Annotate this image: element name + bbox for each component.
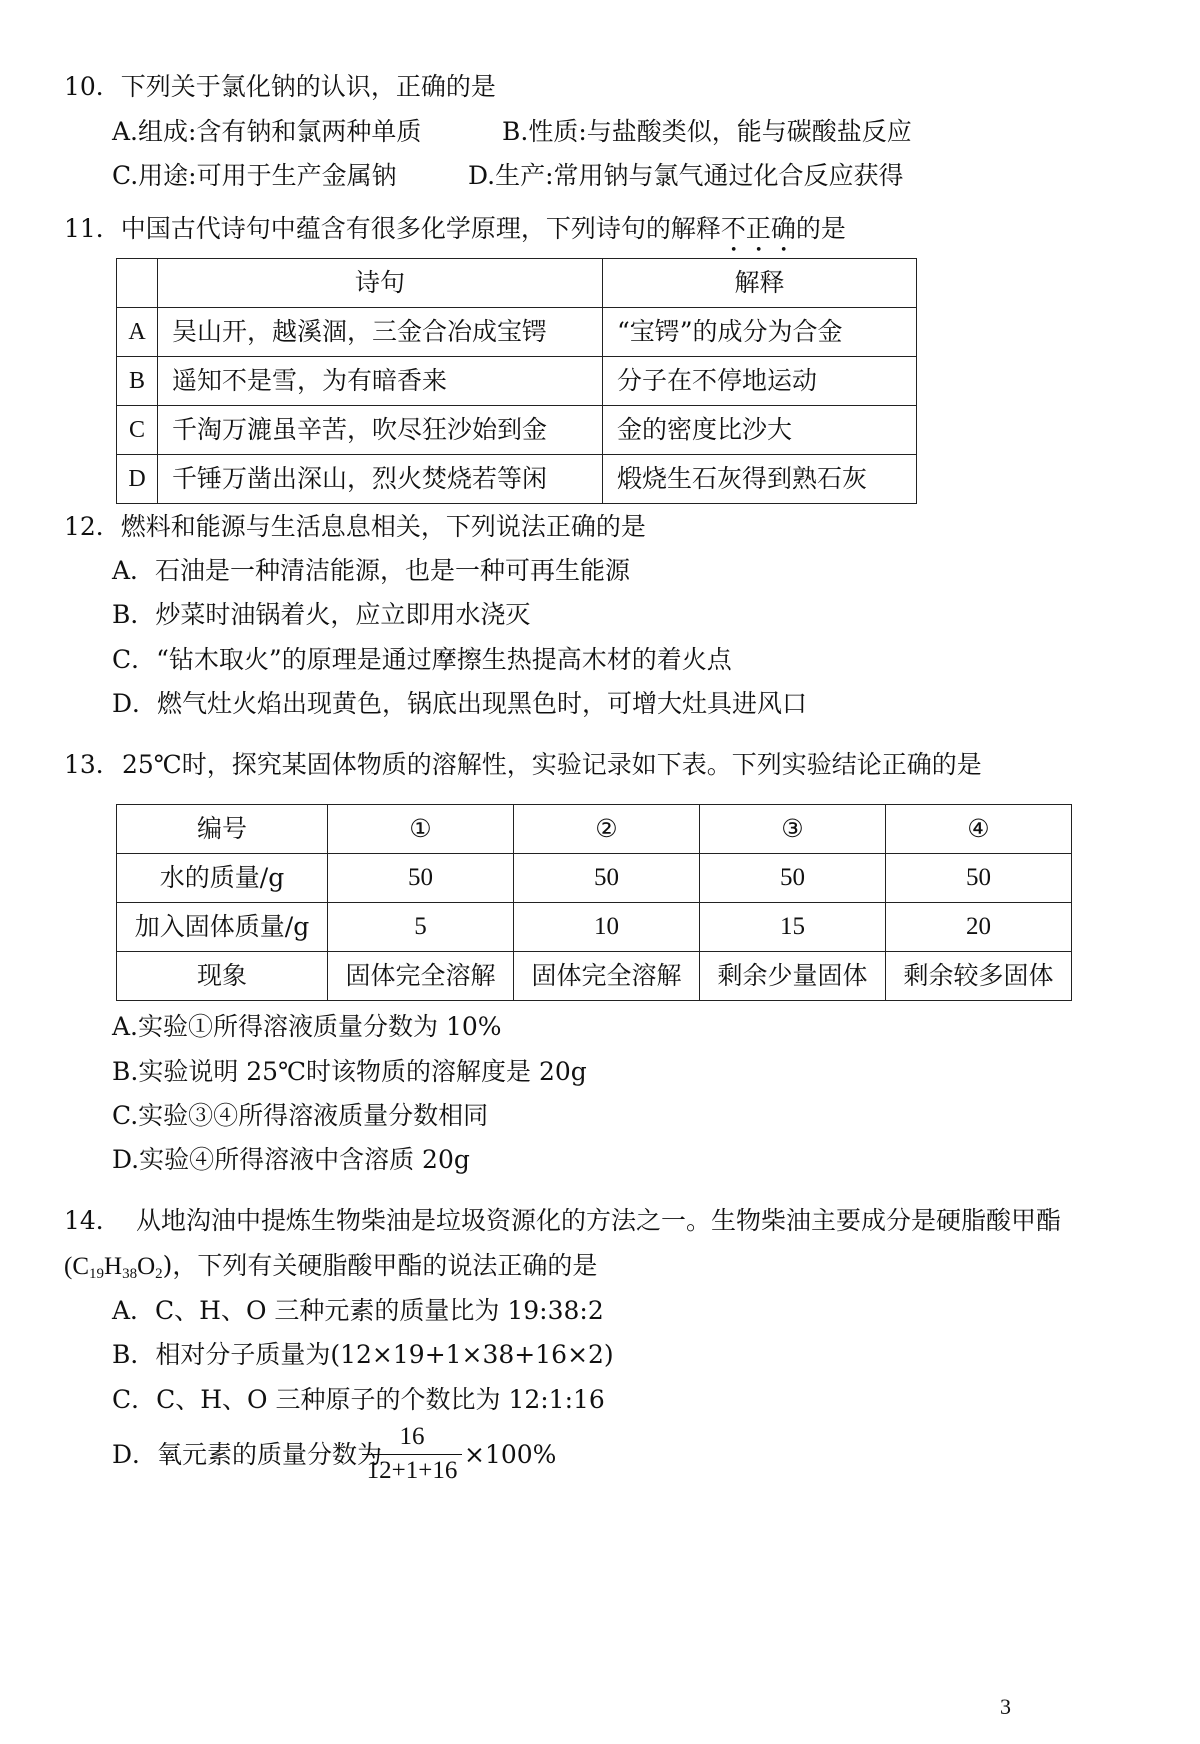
table-row <box>117 455 917 504</box>
q11-stem-post: 的是 <box>795 214 846 243</box>
explanation-cell: 煅烧生石灰得到熟石灰 <box>603 455 917 504</box>
table-cell: 10 <box>514 903 700 952</box>
table-cell: 50 <box>328 854 514 903</box>
table-header-row <box>117 259 917 308</box>
q12-option-c: C．“钻木取火”的原理是通过摩擦生热提高木材的着火点 <box>112 645 732 674</box>
table-row <box>117 903 1072 952</box>
formula-o-subscript: 2 <box>155 1266 163 1282</box>
table-row <box>117 357 917 406</box>
row-label: A <box>117 308 158 357</box>
row-header-water-mass: 水的质量/g <box>117 854 328 903</box>
table-row <box>117 308 917 357</box>
poem-cell: 吴山开，越溪涸，三金合冶成宝锷 <box>158 308 603 357</box>
q13-stem: 25℃时，探究某固体物质的溶解性，实验记录如下表。下列实验结论正确的是 <box>122 750 982 779</box>
q14-stem-rest: )，下列有关硬脂酸甲酯的说法正确的是 <box>162 1251 598 1280</box>
q12-option-a: A．石油是一种清洁能源，也是一种可再生能源 <box>112 556 631 585</box>
q14-option-a: A．C、H、O 三种元素的质量比为 19:38:2 <box>112 1296 604 1325</box>
table-header-explanation: 解释 <box>603 259 917 308</box>
table-cell: 固体完全溶解 <box>514 952 700 1001</box>
row-label: C <box>117 406 158 455</box>
q10-stem: 10．下列关于氯化钠的认识，正确的是 <box>64 72 496 101</box>
table-header-poem: 诗句 <box>158 259 603 308</box>
table-cell: ③ <box>700 805 886 854</box>
q11-stem-emphasis: 不正确 <box>720 214 796 243</box>
fraction-bar <box>362 1454 462 1455</box>
q13-option-d: D.实验④所得溶液中含溶质 20g <box>112 1145 470 1174</box>
q12-option-b: B．炒菜时油锅着火，应立即用水浇灭 <box>112 600 531 629</box>
table-cell: 固体完全溶解 <box>328 952 514 1001</box>
table-row <box>117 952 1072 1001</box>
table-cell: 50 <box>886 854 1072 903</box>
table-cell: ④ <box>886 805 1072 854</box>
table-cell: 15 <box>700 903 886 952</box>
q14-option-c: C．C、H、O 三种原子的个数比为 12:1:16 <box>112 1385 605 1414</box>
table-cell: 50 <box>700 854 886 903</box>
q11-poem-table <box>116 258 917 504</box>
table-cell: 50 <box>514 854 700 903</box>
table-cell: 剩余少量固体 <box>700 952 886 1001</box>
table-cell: 20 <box>886 903 1072 952</box>
q10-option-a: A.组成:含有钠和氯两种单质 <box>112 117 422 146</box>
q14-number: 14． <box>64 1206 121 1235</box>
formula-h-subscript: 38 <box>122 1266 138 1282</box>
q12-option-d: D．燃气灶火焰出现黄色，锅底出现黑色时，可增大灶具进风口 <box>112 689 808 718</box>
table-cell: 5 <box>328 903 514 952</box>
poem-cell: 千淘万漉虽辛苦，吹尽狂沙始到金 <box>158 406 603 455</box>
explanation-cell: 分子在不停地运动 <box>603 357 917 406</box>
row-header-phenomenon: 现象 <box>117 952 328 1001</box>
row-label: B <box>117 357 158 406</box>
row-header-number: 编号 <box>117 805 328 854</box>
table-cell <box>117 259 158 308</box>
poem-cell: 遥知不是雪，为有暗香来 <box>158 357 603 406</box>
table-row <box>117 406 917 455</box>
table-cell: ② <box>514 805 700 854</box>
q10-option-b: B.性质:与盐酸类似，能与碳酸盐反应 <box>502 117 912 146</box>
formula-c: (C <box>64 1253 89 1280</box>
row-label: D <box>117 455 158 504</box>
explanation-cell: “宝锷”的成分为合金 <box>603 308 917 357</box>
mass-fraction-formula <box>362 1423 462 1487</box>
q10-option-c: C.用途:可用于生产金属钠 <box>112 161 397 190</box>
q14-option-d-suffix: ×100% <box>464 1440 557 1469</box>
q13-solubility-table <box>116 804 1072 1001</box>
formula-c-subscript: 19 <box>89 1266 104 1282</box>
poem-cell: 千锤万凿出深山，烈火焚烧若等闲 <box>158 455 603 504</box>
fraction-denominator: 12+1+16 <box>366 1457 458 1484</box>
q12-stem: 12．燃料和能源与生活息息相关，下列说法正确的是 <box>64 512 646 541</box>
fraction-numerator: 16 <box>399 1423 425 1450</box>
q13-option-b: B.实验说明 25℃时该物质的溶解度是 20g <box>112 1057 587 1086</box>
q13-number: 13． <box>64 750 121 779</box>
row-header-solid-mass: 加入固体质量/g <box>117 903 328 952</box>
page-number: 3 <box>1000 1694 1011 1719</box>
table-cell: 剩余较多固体 <box>886 952 1072 1001</box>
q14-option-b: B．相对分子质量为(12×19+1×38+16×2) <box>112 1340 614 1369</box>
q10-option-d: D.生产:常用钠与氯气通过化合反应获得 <box>468 161 904 190</box>
q13-option-a: A.实验①所得溶液质量分数为 10% <box>112 1012 502 1041</box>
q11-stem-pre: 11．中国古代诗句中蕴含有很多化学原理，下列诗句的解释 <box>64 214 721 243</box>
formula-h: H <box>104 1253 123 1280</box>
q14-stem-line2 <box>64 1249 597 1284</box>
q14-option-d-label: D．氧元素的质量分数为 <box>112 1440 383 1469</box>
table-cell: ① <box>328 805 514 854</box>
explanation-cell: 金的密度比沙大 <box>603 406 917 455</box>
q11-stem <box>64 212 846 258</box>
q14-stem-line1: 从地沟油中提炼生物柴油是垃圾资源化的方法之一。生物柴油主要成分是硬脂酸甲酯 <box>136 1206 1062 1235</box>
table-row <box>117 854 1072 903</box>
table-row <box>117 805 1072 854</box>
formula-o: O <box>137 1253 156 1280</box>
q13-option-c: C.实验③④所得溶液质量分数相同 <box>112 1101 489 1130</box>
